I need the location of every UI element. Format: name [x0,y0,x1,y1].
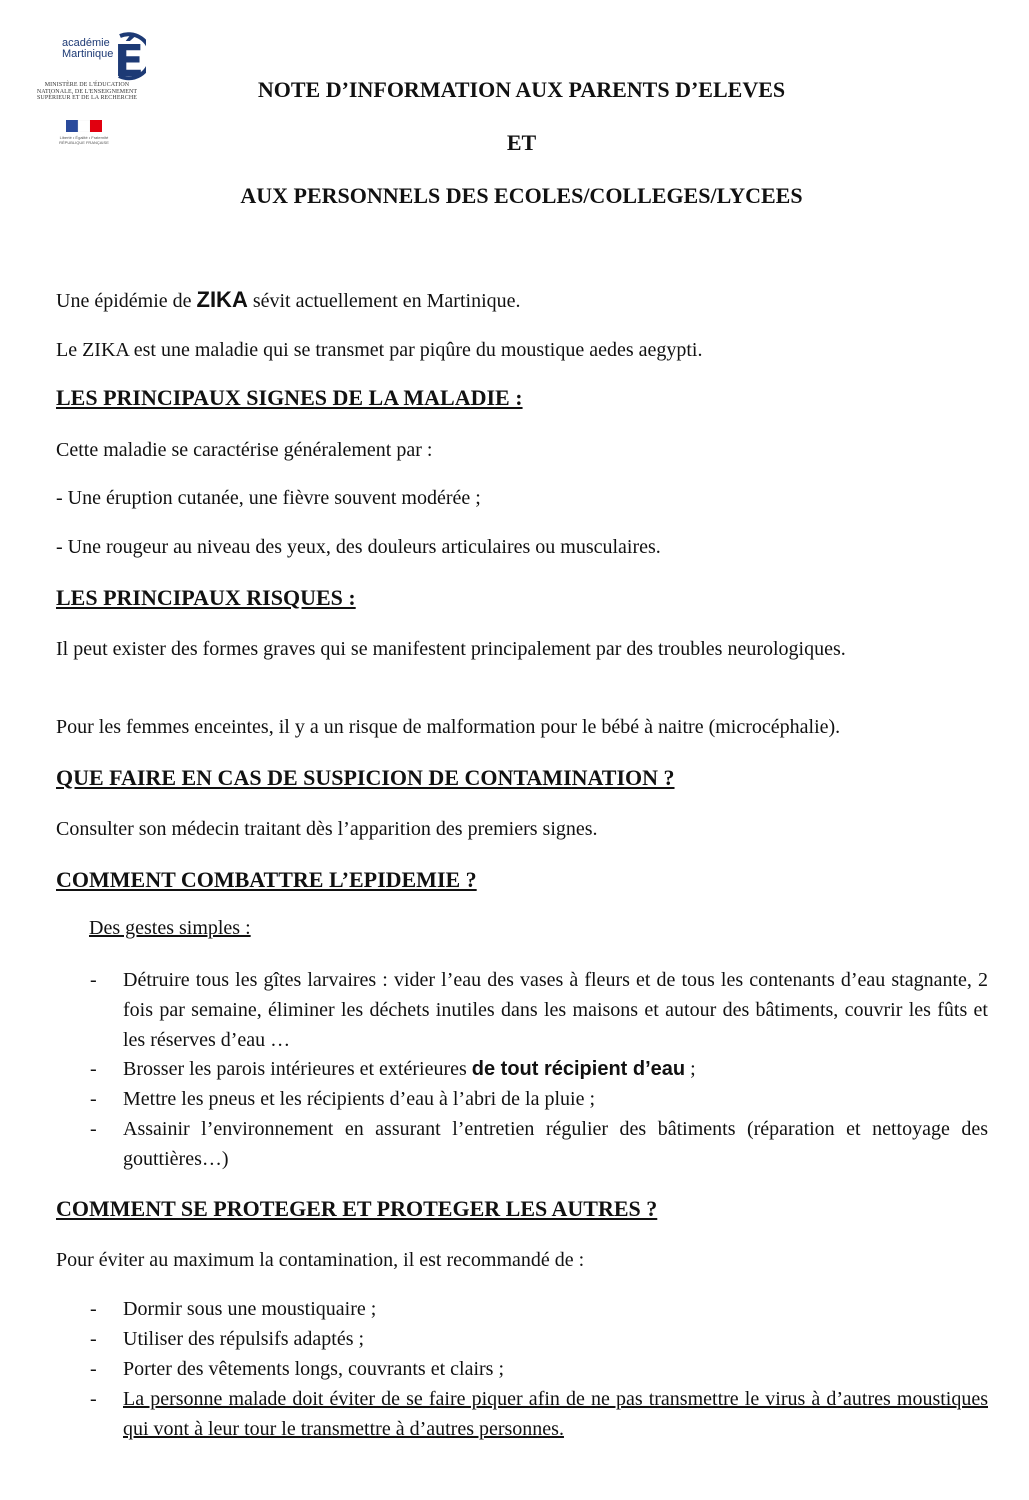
list-item-text: Mettre les pneus et les récipients d’eau à l’abri de la pluie ; [123,1088,596,1110]
list-item-text-part: ; [685,1058,696,1080]
subheading-simple-gestures: Des gestes simples : [89,917,251,939]
list-item [90,965,988,1055]
list-item [90,1054,988,1084]
list-dash: - [90,1358,97,1380]
list-dash: - [90,1088,97,1110]
intro-paragraph-2: Le ZIKA est une maladie qui se transmet par piqûre du moustique aedes aegypti. [56,339,703,361]
document-title-line2: ET [506,130,537,155]
academie-line1: académie [62,37,110,49]
zika-bold: ZIKA [196,287,248,312]
heading-combat: COMMENT COMBATTRE L’EPIDEMIE ? [56,867,477,892]
signs-paragraph-3: - Une rougeur au niveau des yeux, des douleurs articulaires ou musculaires. [56,536,661,558]
list-dash: - [90,1058,97,1080]
list-item [90,1084,988,1114]
list-item [90,1294,988,1324]
list-item-text: Détruire tous les gîtes larvaires : vider l’eau des vases à fleurs et de tous les contenants d’eau stagnante, 2 fois par semaine, éliminer les déchets inutiles dans les maisons et autour des bâtiments, couvrir les fûts et les réserves d’eau … [123,969,988,1051]
academie-name [62,37,114,60]
signs-paragraph-2: - Une éruption cutanée, une fièvre souvent modérée ; [56,487,481,509]
list-dash: - [90,969,97,991]
protect-paragraph: Pour éviter au maximum la contamination, il est recommandé de : [56,1249,585,1271]
heading-risks: LES PRINCIPAUX RISQUES : [56,585,356,610]
list-item-text: Porter des vêtements longs, couvrants et clairs ; [123,1358,505,1380]
intro-paragraph-1 [56,285,988,316]
list-item [90,1324,988,1354]
suspicion-paragraph: Consulter son médecin traitant dès l’apparition des premiers signes. [56,818,598,840]
heading-protect: COMMENT SE PROTEGER ET PROTEGER LES AUTRES ? [56,1196,658,1221]
risks-paragraph-1: Il peut exister des formes graves qui se manifestent principalement par des troubles neurologiques. [56,638,846,660]
list-dash: - [90,1118,97,1140]
list-item [90,1384,988,1444]
list-dash: - [90,1298,97,1320]
list-item-text [123,1054,988,1084]
document-title-line1: NOTE D’INFORMATION AUX PARENTS D’ELEVES [257,77,786,102]
signs-paragraph-1: Cette maladie se caractérise généralement par : [56,439,433,461]
list-item-bold: de tout récipient d’eau [471,1058,686,1080]
list-item-text: Dormir sous une moustiquaire ; [123,1298,377,1320]
list-dash: - [90,1328,97,1350]
risks-paragraph-2: Pour les femmes enceintes, il y a un risque de malformation pour le bébé à naitre (microcéphalie). [56,716,841,738]
list-item [90,1114,988,1174]
list-item-text: Utiliser des répulsifs adaptés ; [123,1328,365,1350]
academie-line2: Martinique [62,48,114,60]
list-item-text: Assainir l’environnement en assurant l’entretien régulier des bâtiments (réparation et nettoyage des gouttières…) [123,1118,988,1170]
list-item-text: La personne malade doit éviter de se faire piquer afin de ne pas transmettre le virus à d’autres moustiques qui vont à leur tour le transmettre à d’autres personnes. [123,1388,988,1440]
intro-text: Une épidémie de [56,290,197,312]
list-item-text-part: Brosser les parois intérieures et extérieures [123,1058,472,1080]
svg-text:É: É [114,36,145,82]
republic-motto: Liberté • Égalité • Fraternité RÉPUBLIQUE FRANÇAISE [59,135,109,145]
list-dash: - [90,1388,97,1410]
heading-suspicion: QUE FAIRE EN CAS DE SUSPICION DE CONTAMINATION ? [56,765,675,790]
heading-signs: LES PRINCIPAUX SIGNES DE LA MALADIE : [56,385,523,410]
document-title-line3: AUX PERSONNELS DES ECOLES/COLLEGES/LYCEES [240,183,803,208]
ministry-name: MINISTÈRE DE L'ÉDUCATION NATIONALE, DE L'ENSEIGNEMENT SUPÉRIEUR ET DE LA RECHERCHE [36,82,138,101]
list-item [90,1354,988,1384]
intro-text-after: sévit actuellement en Martinique. [247,290,521,312]
